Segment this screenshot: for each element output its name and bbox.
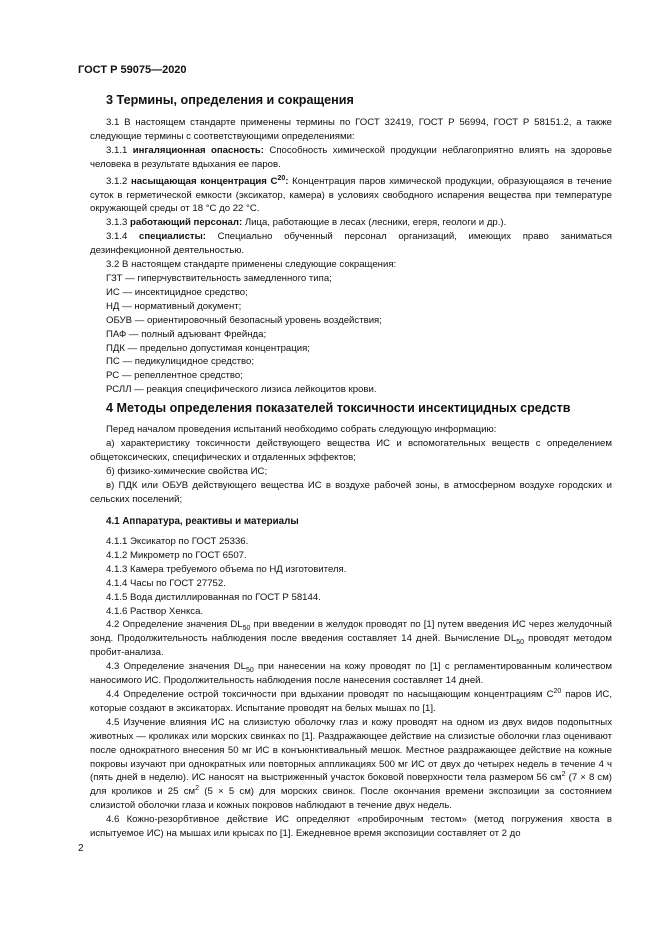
term-3-1-3: 3.1.3 работающий персонал: Лица, работающие в лесах (лесники, егеря, геологи и др.). [106,217,507,229]
section-4-1-title: 4.1 Аппаратура, реактивы и материалы [106,516,299,527]
para-4-5: 4.5 Изучение влияния ИС на слизистую оболочку глаз и кожу проводят на одном из двух видов подопытных животных — кроликах или морских свинках по [1]. Раздражающее действие на слизистые оболочки глаз оценивают после однократного внесения 50 мг ИС в конъюнктивальный мешок. Местное раздражающее действие на кожные покровы изучают при однократных или повторных аппликациях 500 мг ИС от двух до четырех недель в течение 4 ч (пять дней в неделю). ИС наносят на выстриженный участок боковой поверхности тела размером 56 $см^2$ (7 × 8 см) для кроликов и 25 $см^2$ (5 × 5 см) для морских свинок. После окончания времени экспозиции за состоянием слизистой оболочки глаза и кожных покровов наблюдают в течение двух недель. [90,716,613,812]
abbreviation-item: НД — нормативный документ; [106,300,242,312]
term-definition: Лица, работающие в лесах (лесники, егеря, геологи и др.). [244,217,507,229]
abbreviation-item: РСЛЛ — реакция специфического лизиса лейкоцитов крови. [106,384,377,396]
abbreviation-item: ПДК — предельно допустимая концентрация; [106,342,310,354]
equipment-item: 4.1.6 Раствор Хенкса. [106,605,204,617]
equipment-item: 4.1.5 Вода дистиллированная по ГОСТ Р 58144. [106,591,321,603]
para-4-6: 4.6 Кожно-резорбтивное действие ИС определяют «пробирочным тестом» (метод погружения хвоста в испытуемое ИС) на мышах или крысах по [1]. Ежедневное время экспозиции составляет от 2 до [90,814,612,840]
section-4-body [90,535,612,841]
section-4-intro [90,423,612,506]
abbreviation-item: РС — репеллентное средство; [106,370,243,382]
term-definition: Концентрация паров химической продукции, образующаяся в течение суток в герметической емкости (эксикатор, камера) в условиях свободного испарения вещества при температуре окружающей среды от 18 °С до 22 °С. [90,175,612,215]
info-item-b: б) физико-химические свойства ИС; [106,465,268,477]
term-3-1-2: 3.1.2 насыщающая концентрация $C^{20}$: Концентрация паров химической продукции, образующаяся в течение суток в герметической емкости (эксикатор, камера) в условиях свободного испарения вещества при температуре окружающей среды от 18 °С до 22 °С. [90,174,612,215]
abbreviation-item: ПС — педикулицидное средство; [106,356,254,368]
term-definition: Специально обученный персонал организаций, имеющих право заниматься дезинфекционной деятельностью. [90,231,613,257]
para-4-2: 4.2 Определение значения $DL_{50}$ при введении в желудок проводят по [1] путем введения ИС через желудочный зонд. Продолжительность наблюдения после введения составляет 14 дней. Вычисление $DL_{50}$ проводят методом пробит-анализа. [90,619,612,659]
section-3-title: 3 Термины, определения и сокращения [106,93,354,107]
abbreviation-item: ГЗТ — гиперчувствительность замедленного типа; [106,272,332,284]
term-name: насыщающая концентрация $C^{20}$: [131,174,289,187]
equipment-item: 4.1.4 Часы по ГОСТ 27752. [106,577,226,589]
term-3-1-1: 3.1.1 ингаляционная опасность: Способность химической продукции неблагоприятно влиять на здоровье человека в результате вдыхания ее паров. [90,144,612,170]
info-item-v: в) ПДК или ОБУВ действующего вещества ИС в воздухе рабочей зоны, в атмосферном воздухе городских и сельских поселений; [90,479,612,505]
term-name: ингаляционная опасность: [132,144,264,156]
document-code: ГОСТ Р 59075—2020 [78,64,187,76]
term-name: работающий персонал: [130,217,243,229]
term-3-1-4: 3.1.4 специалисты: Специально обученный персонал организаций, имеющих право заниматься дезинфекционной деятельностью. [90,231,613,257]
page-number: 2 [78,843,84,854]
equipment-item: 4.1.2 Микрометр по ГОСТ 6507. [106,549,247,561]
para-3-1: 3.1 В настоящем стандарте применены термины по ГОСТ 32419, ГОСТ Р 56994, ГОСТ Р 58151.2, а также следующие термины с соответствующими определениями: [90,117,612,142]
abbreviation-item: ИС — инсектицидное средство; [106,286,248,298]
para-4-4: 4.4 Определение острой токсичности при вдыхании проводят по насыщающим концентрациям $C^{20}$ паров ИС, которые создают в эксикаторах. Испытание проводят на белых мышах по [1]. [90,687,612,714]
term-definition: Способность химической продукции неблагоприятно влиять на здоровье человека в результате вдыхания ее паров. [90,144,612,170]
section-4-intro-text: Перед началом проведения испытаний необходимо собрать следующую информацию: [106,424,497,435]
equipment-item: 4.1.1 Эксикатор по ГОСТ 25336. [106,536,249,547]
term-name: специалисты: [138,231,206,243]
para-4-3: 4.3 Определение значения $DL_{50}$ при нанесении на кожу проводят по [1] с регламентированным количеством наносимого ИС. Продолжительность наблюдения после нанесения составляет 14 дней. [90,661,613,687]
section-4-title: 4 Методы определения показателей токсичности инсектицидных средств [106,401,571,415]
info-item-a: а) характеристику токсичности действующего вещества ИС и вспомогательных веществ с определением общетоксических, специфических и отдаленных эффектов; [90,437,612,463]
equipment-item: 4.1.3 Камера требуемого объема по НД изготовителя. [106,563,347,575]
abbreviation-item: ПАФ — полный адъювант Фрейнда; [106,328,267,340]
section-3-body [90,116,612,397]
abbreviation-item: ОБУВ — ориентировочный безопасный уровень воздействия; [106,314,382,326]
para-3-2: 3.2 В настоящем стандарте применены следующие сокращения: [106,259,397,271]
